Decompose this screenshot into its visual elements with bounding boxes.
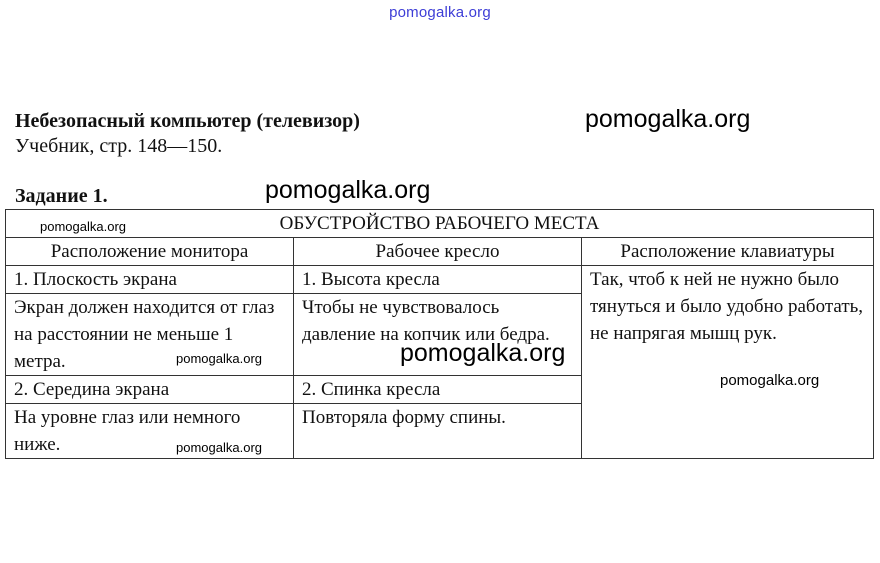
column-header-chair: Рабочее кресло: [294, 238, 582, 266]
monitor-item1-text: Экран должен находится от глаз на расстоянии не меньше 1 метра.: [6, 294, 294, 376]
chair-item2-title: 2. Спинка кресла: [294, 376, 582, 404]
table-header-row: [6, 210, 874, 238]
watermark-small-3: pomogalka.org: [176, 440, 262, 455]
chair-item1-title: 1. Высота кресла: [294, 266, 582, 294]
monitor-item2-text: На уровне глаз или немного ниже.: [6, 404, 294, 459]
watermark-top: pomogalka.org: [389, 4, 491, 21]
task-label: Задание 1.: [15, 185, 108, 207]
column-header-monitor: Расположение монитора: [6, 238, 294, 266]
table-row: [6, 266, 874, 294]
table-title: ОБУСТРОЙСТВО РАБОЧЕГО МЕСТА: [6, 210, 874, 238]
watermark-small-4: pomogalka.org: [720, 372, 820, 389]
watermark-small-1: pomogalka.org: [40, 219, 126, 234]
document-subtitle: Учебник, стр. 148—150.: [15, 135, 223, 157]
chair-item2-text: Повторяла форму спины.: [294, 404, 582, 459]
column-header-keyboard: Расположение клавиатуры: [582, 238, 874, 266]
monitor-item1-title: 1. Плоскость экрана: [6, 266, 294, 294]
watermark-big-3: pomogalka.org: [400, 339, 566, 367]
watermark-big-2: pomogalka.org: [265, 176, 431, 204]
watermark-big-1: pomogalka.org: [585, 105, 751, 133]
monitor-item2-title: 2. Середина экрана: [6, 376, 294, 404]
keyboard-text: Так, чтоб к ней не нужно было тянуться и было удобно работать, не напрягая мышц рук.: [582, 266, 874, 459]
document-title: Небезопасный компьютер (телевизор): [15, 110, 360, 132]
chair-item1-text: Чтобы не чувствовалось давление на копчик или бедра.: [294, 294, 582, 376]
watermark-small-2: pomogalka.org: [176, 351, 262, 366]
column-header-row: [6, 238, 874, 266]
workplace-table: [5, 209, 874, 459]
